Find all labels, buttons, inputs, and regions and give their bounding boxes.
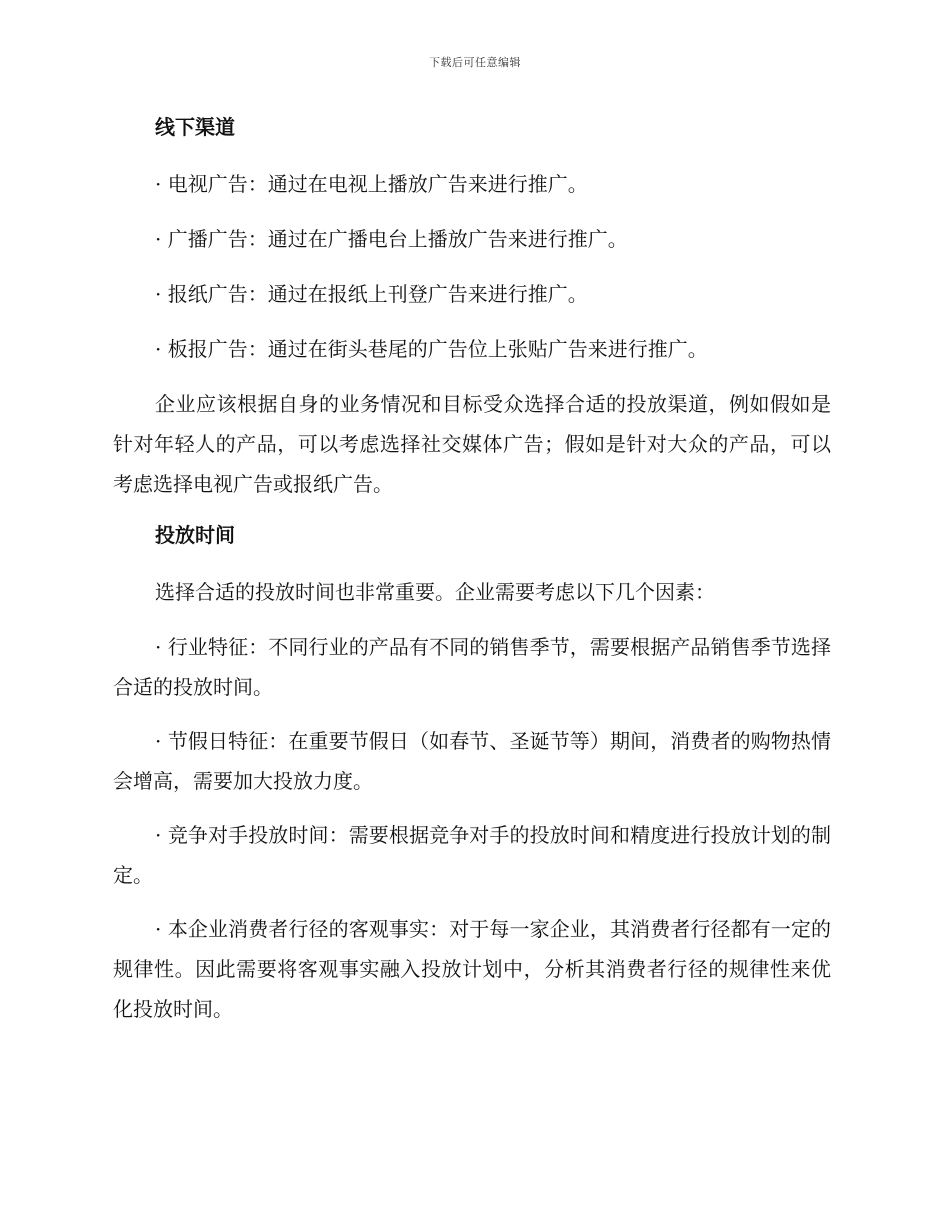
list-item-tv-ad: · 电视广告：通过在电视上播放广告来进行推广。 — [155, 172, 588, 196]
list-item-board-ad: · 板报广告：通过在街头巷尾的广告位上张贴广告来进行推广。 — [155, 337, 708, 361]
list-item-industry-feature: · 行业特征：不同行业的产品有不同的销售季节，需要根据产品销售季节选择合适的投放时间。 — [113, 635, 831, 699]
list-item-competitor-timing: · 竞争对手投放时间：需要根据竞争对手的投放时间和精度进行投放计划的制定。 — [113, 823, 831, 887]
paragraph-timing-intro: 选择合适的投放时间也非常重要。企业需要考虑以下几个因素： — [155, 580, 715, 604]
list-item-newspaper-ad: · 报纸广告：通过在报纸上刊登广告来进行推广。 — [155, 282, 588, 306]
document-body — [113, 110, 831, 1043]
section-heading-timing: 投放时间 — [155, 523, 235, 547]
paragraph-channel-summary: 企业应该根据自身的业务情况和目标受众选择合适的投放渠道，例如假如是针对年轻人的产品，可以考虑选择社交媒体广告；假如是针对大众的产品，可以考虑选择电视广告或报纸广告。 — [113, 392, 831, 496]
section-heading-offline: 线下渠道 — [155, 115, 235, 139]
list-item-radio-ad: · 广播广告：通过在广播电台上播放广告来进行推广。 — [155, 227, 628, 251]
list-item-consumer-behavior: · 本企业消费者行径的客观事实：对于每一家企业，其消费者行径都有一定的规律性。因此需要将客观事实融入投放计划中，分析其消费者行径的规律性来优化投放时间。 — [113, 917, 831, 1021]
page-header: 下载后可任意编辑 — [429, 56, 521, 69]
list-item-holiday-feature: · 节假日特征：在重要节假日（如春节、圣诞节等）期间，消费者的购物热情会增高，需要加大投放力度。 — [113, 729, 831, 793]
